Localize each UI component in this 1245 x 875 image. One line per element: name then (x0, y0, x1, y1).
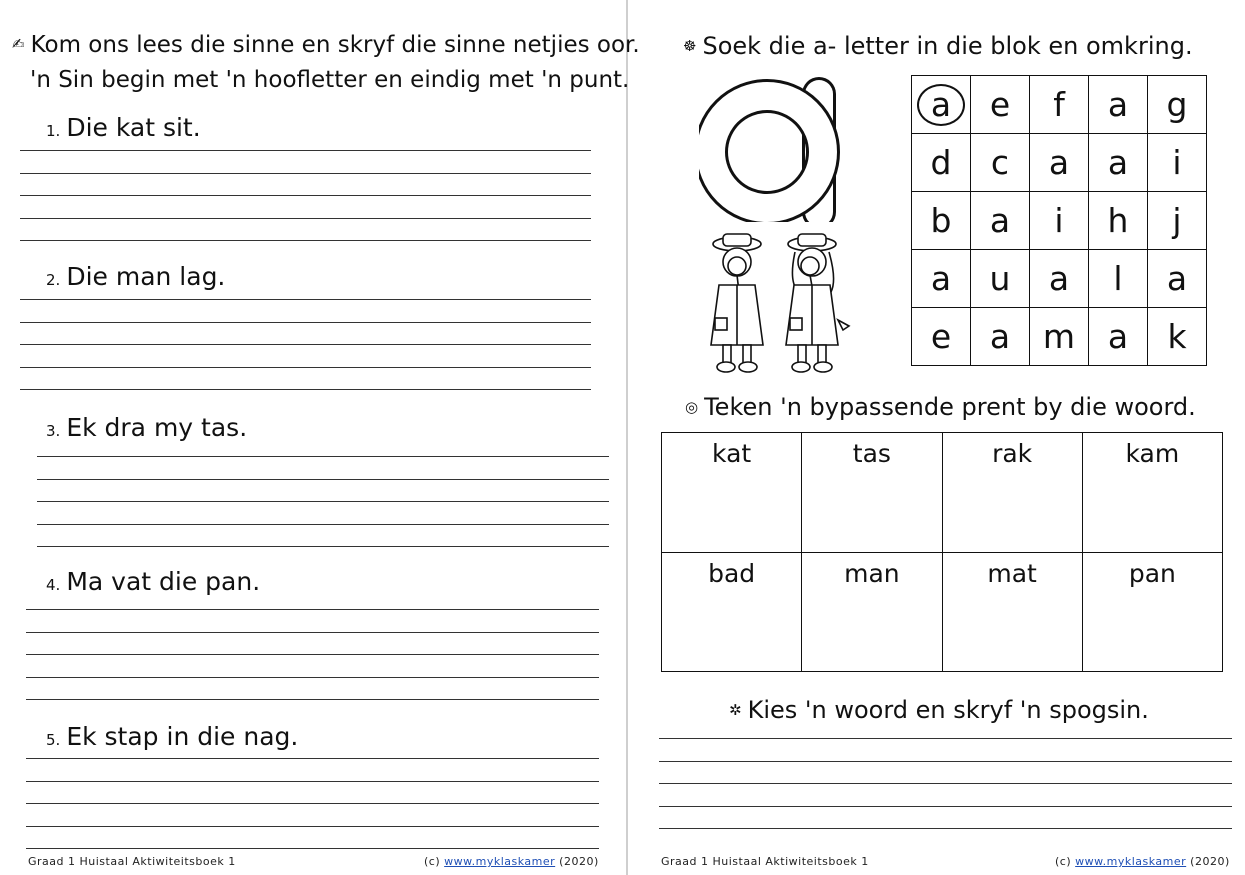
writing-lines-4[interactable] (26, 609, 599, 700)
grid-cell[interactable] (971, 308, 1030, 366)
sentence-2: 2. Die man lag. (46, 262, 226, 291)
grid-letter: i (1172, 143, 1182, 182)
sentence-4: 4. Ma vat die pan. (46, 567, 261, 596)
grid-cell[interactable] (971, 76, 1030, 134)
footer-link[interactable]: www.myklaskamer (1075, 855, 1187, 868)
grid-cell[interactable] (912, 134, 971, 192)
sentence-1: 1. Die kat sit. (46, 113, 201, 142)
grid-letter: g (1166, 85, 1188, 124)
drawing-table (661, 432, 1223, 672)
grid-cell[interactable] (971, 250, 1030, 308)
grid-cell[interactable] (1148, 308, 1207, 366)
draw-cell[interactable]: pan (1082, 552, 1222, 672)
footer-title: Graad 1 Huistaal Aktiwiteitsboek 1 (28, 855, 236, 868)
grid-letter: f (1053, 85, 1065, 124)
grid-letter: a (930, 259, 952, 298)
grid-cell[interactable] (912, 192, 971, 250)
grid-cell[interactable] (1030, 308, 1089, 366)
writing-lines-5[interactable] (26, 758, 599, 849)
target-icon: ◎ (685, 398, 699, 416)
draw-cell[interactable]: bad (662, 552, 802, 672)
left-instruction-line2: 'n Sin begin met 'n hoofletter en eindig met 'n punt. (30, 67, 630, 93)
draw-cell[interactable]: rak (942, 433, 1082, 553)
grid-cell[interactable] (1030, 192, 1089, 250)
grid-cell[interactable] (1089, 134, 1148, 192)
draw-cell[interactable]: kat (662, 433, 802, 553)
grid-cell[interactable] (912, 76, 971, 134)
writing-lines-spogsin[interactable] (659, 738, 1232, 829)
sparkle-icon: ✲ (729, 701, 742, 719)
grid-cell[interactable] (1030, 250, 1089, 308)
grid-letter: a (1107, 317, 1129, 356)
writing-lines-1[interactable] (20, 150, 591, 241)
draw-cell[interactable]: tas (802, 433, 942, 553)
grid-letter: a (1107, 85, 1129, 124)
writing-lines-3[interactable] (37, 456, 609, 547)
grid-cell[interactable] (1030, 134, 1089, 192)
right-page (629, 0, 1245, 875)
grid-letter: e (989, 85, 1011, 124)
footer-link[interactable]: www.myklaskamer (444, 855, 556, 868)
grid-letter: k (1167, 317, 1187, 356)
grid-cell[interactable] (1148, 76, 1207, 134)
grid-letter: m (1042, 317, 1076, 356)
grid-letter: c (990, 143, 1010, 182)
draw-cell[interactable]: kam (1082, 433, 1222, 553)
grid-letter: a (1048, 259, 1070, 298)
circled-letter: a (917, 84, 965, 126)
big-letter-a-icon (699, 72, 849, 222)
grid-letter: e (930, 317, 952, 356)
grid-cell[interactable] (1148, 134, 1207, 192)
grid-cell[interactable] (1089, 76, 1148, 134)
writing-hand-icon: ✍ (12, 35, 25, 53)
writing-lines-2[interactable] (20, 299, 591, 390)
footer-copyright: (c) www.myklaskamer (2020) (424, 855, 599, 868)
sentence-5: 5. Ek stap in die nag. (46, 722, 299, 751)
grid-cell[interactable] (1089, 192, 1148, 250)
grid-cell[interactable] (1089, 308, 1148, 366)
grid-letter: l (1113, 259, 1123, 298)
grid-letter: u (989, 259, 1011, 298)
grid-cell[interactable] (1089, 250, 1148, 308)
grid-letter: a (989, 201, 1011, 240)
sentence-3: 3. Ek dra my tas. (46, 413, 248, 442)
detective-icon: ☸ (683, 37, 697, 55)
grid-cell[interactable] (912, 250, 971, 308)
grid-letter: j (1172, 201, 1182, 240)
grid-cell[interactable] (1148, 250, 1207, 308)
grid-letter: i (1054, 201, 1064, 240)
grid-cell[interactable] (1148, 192, 1207, 250)
search-instruction: ☸ Soek die a- letter in die blok en omkring. (683, 32, 1193, 60)
grid-letter: a (1107, 143, 1129, 182)
grid-cell[interactable] (1030, 76, 1089, 134)
footer-title: Graad 1 Huistaal Aktiwiteitsboek 1 (661, 855, 869, 868)
draw-cell[interactable]: man (802, 552, 942, 672)
grid-letter: d (930, 143, 952, 182)
grid-cell[interactable] (971, 192, 1030, 250)
page-divider (626, 0, 628, 875)
detectives-illustration-icon (697, 230, 857, 375)
grid-letter: a (1048, 143, 1070, 182)
grid-letter: a (1166, 259, 1188, 298)
grid-cell[interactable] (971, 134, 1030, 192)
grid-letter: h (1107, 201, 1129, 240)
grid-letter: b (930, 201, 952, 240)
grid-letter: a (989, 317, 1011, 356)
draw-instruction: ◎ Teken 'n bypassende prent by die woord. (685, 393, 1196, 421)
sentence-instruction: ✲ Kies 'n woord en skryf 'n spogsin. (729, 696, 1149, 724)
grid-cell[interactable] (912, 308, 971, 366)
left-instruction-line1: ✍ Kom ons lees die sinne en skryf die sinne netjies oor. (12, 32, 640, 58)
draw-cell[interactable]: mat (942, 552, 1082, 672)
footer-copyright: (c) www.myklaskamer (2020) (1055, 855, 1230, 868)
letter-grid (911, 75, 1207, 366)
